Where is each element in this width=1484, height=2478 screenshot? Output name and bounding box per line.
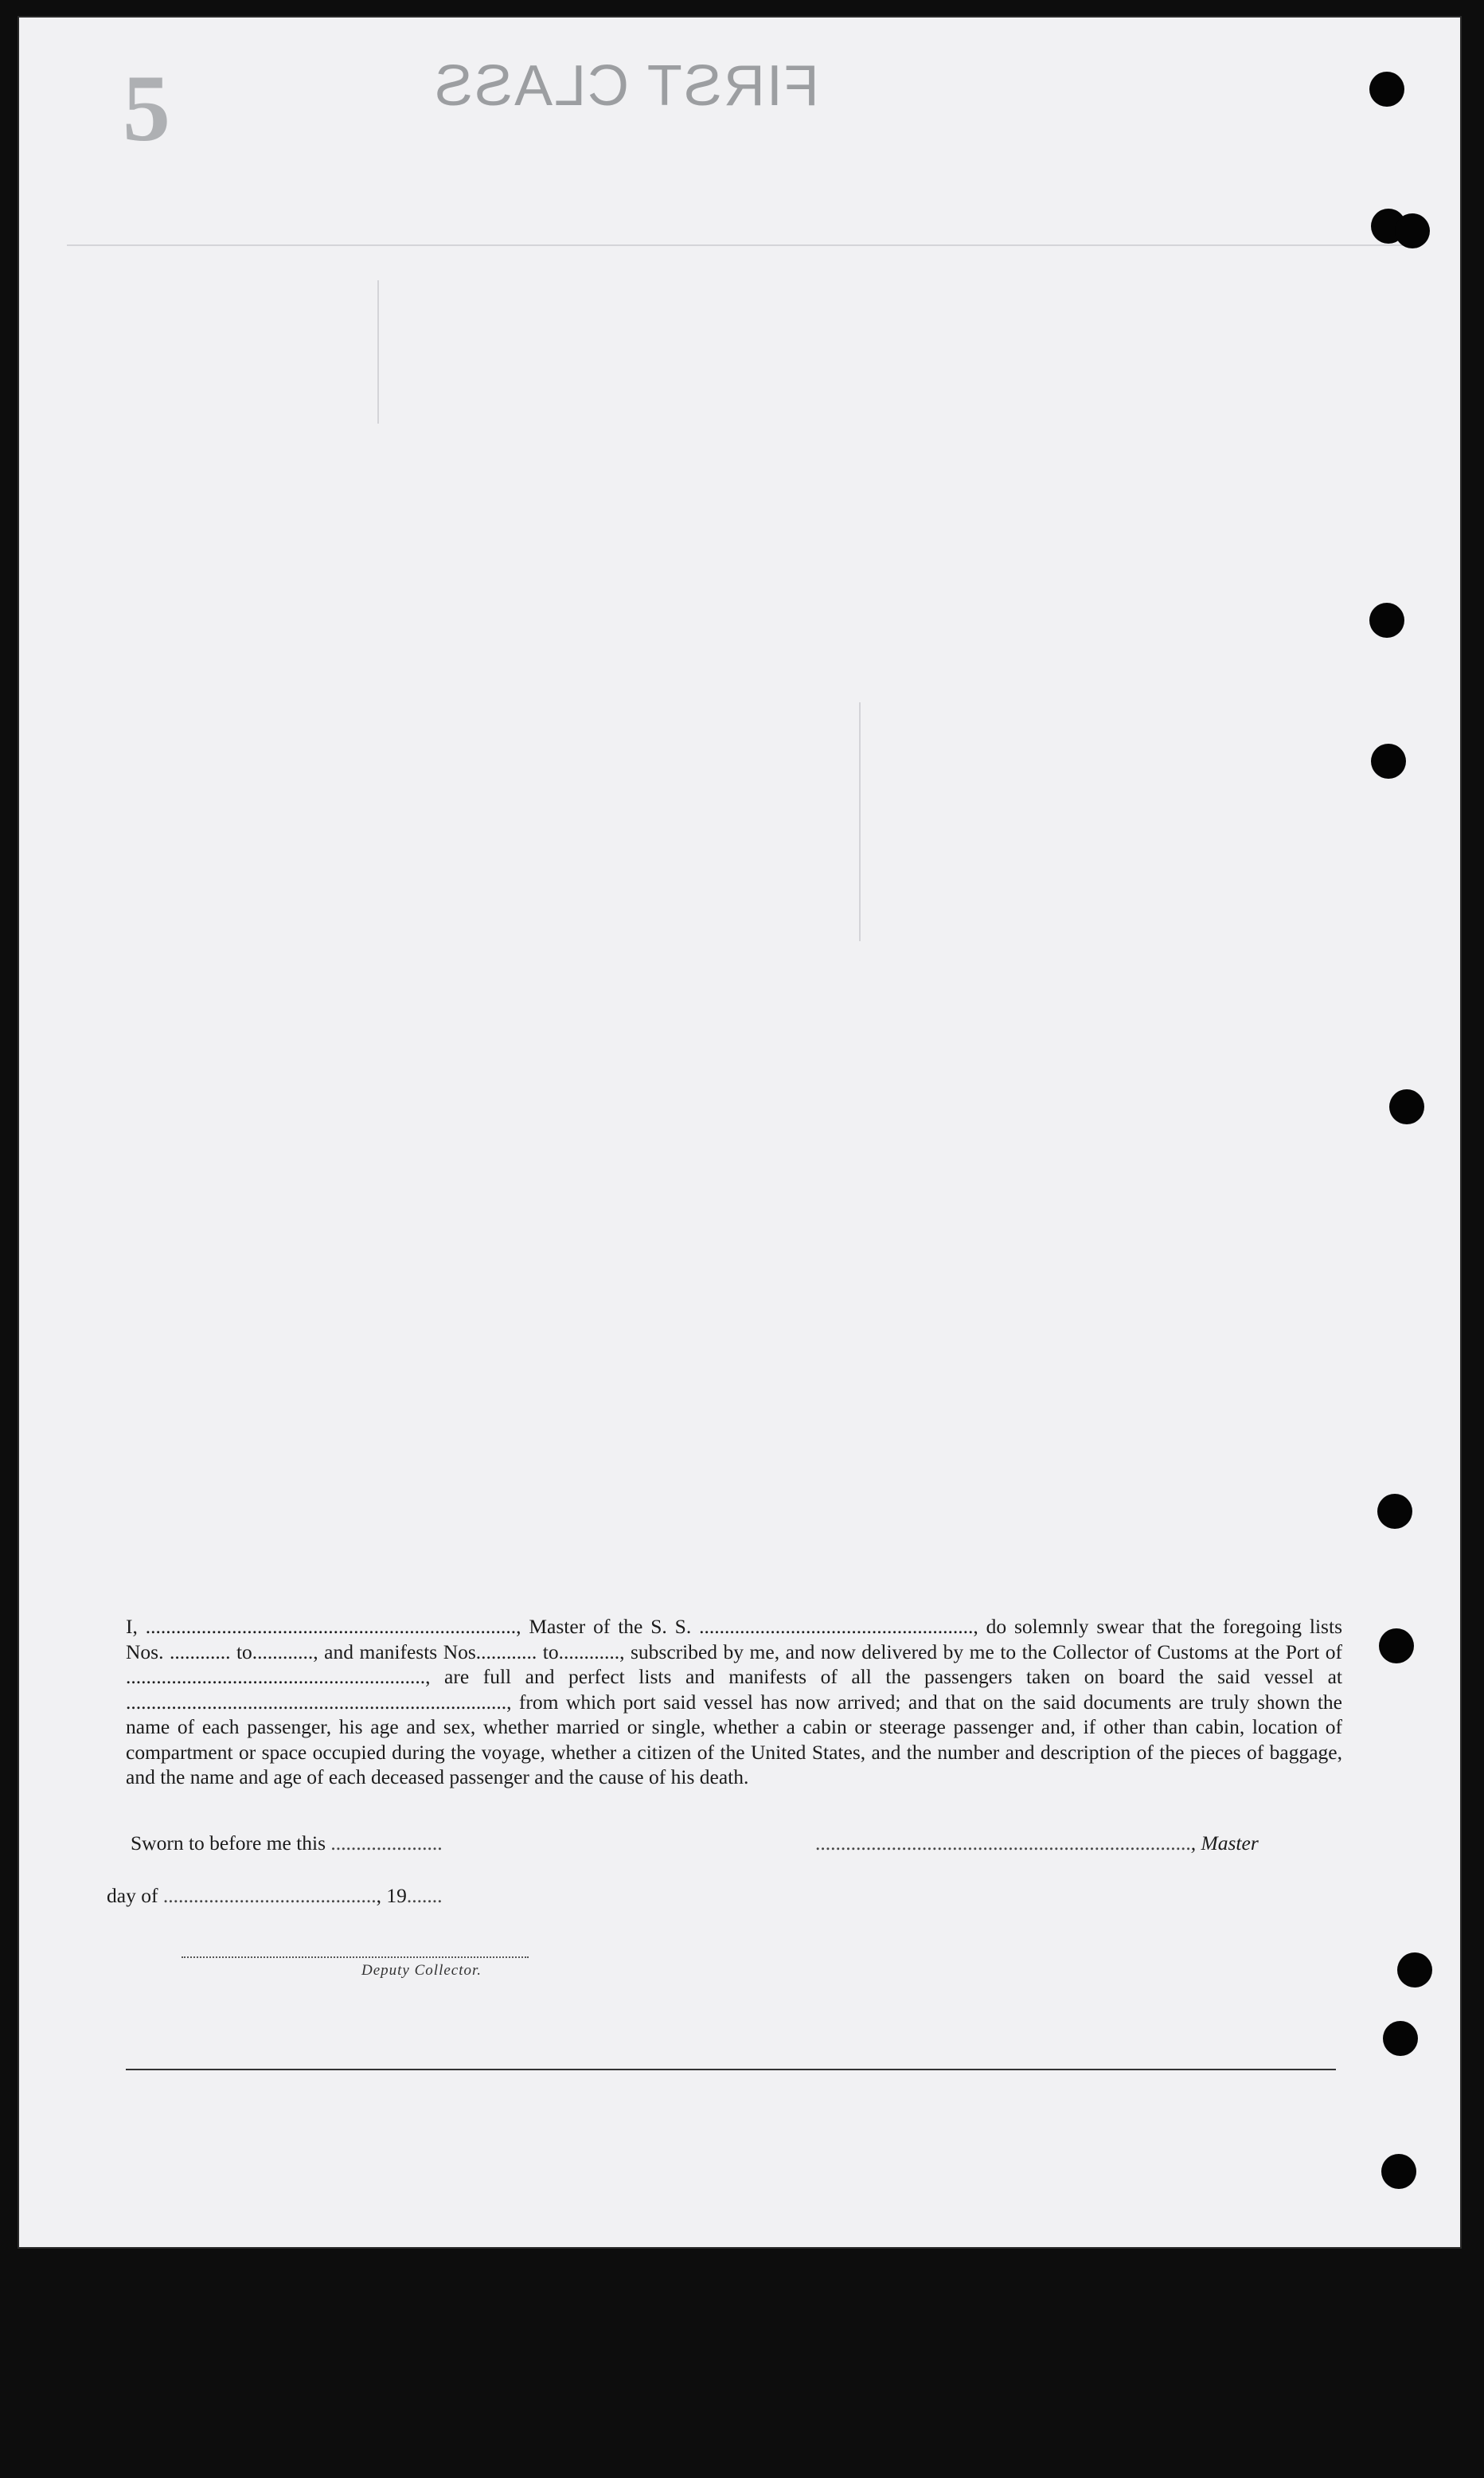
- punch-hole: [1377, 1494, 1412, 1529]
- year-dots: .......: [406, 1884, 443, 1907]
- class-stamp: FIRST CLASS: [433, 54, 819, 118]
- punch-hole: [1379, 1628, 1414, 1663]
- year-prefix: , 19: [376, 1884, 407, 1907]
- sworn-label: Sworn to before me this: [131, 1831, 326, 1855]
- punch-hole: [1381, 2154, 1416, 2189]
- punch-hole: [1395, 213, 1430, 248]
- bleed-line: [377, 280, 379, 424]
- deputy-collector-label: Deputy Collector.: [361, 1962, 482, 1979]
- punch-hole: [1383, 2021, 1418, 2056]
- punch-hole: [1397, 1952, 1432, 1987]
- bleed-line: [859, 702, 861, 941]
- punch-hole: [1371, 744, 1406, 779]
- document-page: [19, 18, 1460, 2247]
- bleed-line: [67, 244, 1412, 246]
- punch-hole: [1389, 1089, 1424, 1124]
- deputy-signature-line: [182, 1956, 529, 1958]
- master-label: , Master: [1190, 1831, 1259, 1855]
- master-oath-paragraph: I, ........................................................................., Master of the S. S. ......................................................, do solemnly swear that the foregoing lists Nos. ............ to............, and manifests Nos............ to............, subscribed by me, and now delivered by me to the Collector of Customs at the Port of ..........................................................., are full and perfect lists and manifests of all the passengers taken on board the said vessel at ..........................................................................., from which port said vessel has now arrived; and that on the said documents are truly shown the name of each passenger, his age and sex, whether married or single, whether a cabin or steerage passenger and, if other than cabin, location of compartment or space occupied during the voyage, whether a citizen of the United States, and the number and description of the pieces of baggage, and the name and age of each deceased passenger and the cause of his death.: [126, 1615, 1342, 1788]
- day-line: [107, 1884, 442, 1908]
- sworn-line: [131, 1831, 443, 1855]
- bottom-rule: [126, 2069, 1336, 2070]
- page-stamp-number: 5: [123, 55, 170, 161]
- punch-hole: [1369, 603, 1404, 638]
- punch-hole: [1369, 72, 1404, 107]
- master-dots: ..........................................................................: [815, 1831, 1191, 1855]
- day-label: day of: [107, 1884, 158, 1907]
- master-signature-line: [815, 1831, 1259, 1855]
- sworn-dots: ......................: [330, 1831, 443, 1855]
- day-dots: ..........................................: [162, 1884, 377, 1907]
